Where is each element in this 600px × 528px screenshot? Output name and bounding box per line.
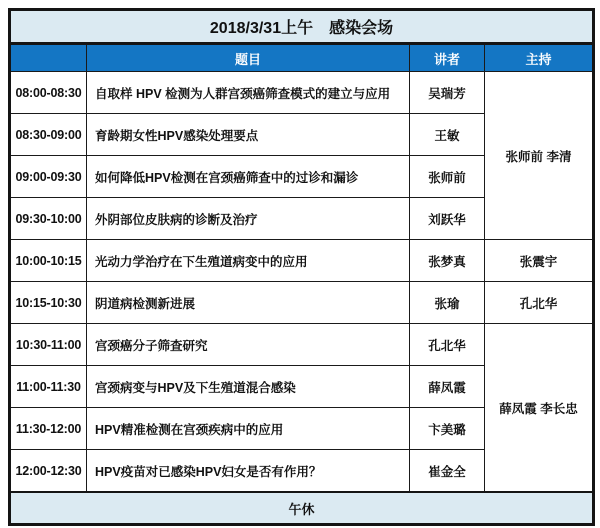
topic-cell: 如何降低HPV检测在宫颈癌筛查中的过诊和漏诊 (87, 156, 410, 198)
topic-cell: 阴道病检测新进展 (87, 282, 410, 324)
time-cell: 11:00-11:30 (10, 366, 87, 408)
time-cell: 09:30-10:00 (10, 198, 87, 240)
speaker-cell: 崔金全 (410, 450, 485, 493)
speaker-cell: 张瑜 (410, 282, 485, 324)
time-cell: 11:30-12:00 (10, 408, 87, 450)
speaker-cell: 卞美璐 (410, 408, 485, 450)
col-header-host: 主持 (485, 44, 594, 72)
speaker-cell: 张梦真 (410, 240, 485, 282)
speaker-cell: 王敏 (410, 114, 485, 156)
time-cell: 10:00-10:15 (10, 240, 87, 282)
table-row (10, 240, 594, 282)
host-cell: 张震宇 (485, 240, 594, 282)
title-row (10, 10, 594, 44)
time-cell: 10:15-10:30 (10, 282, 87, 324)
table-row (10, 282, 594, 324)
time-cell: 12:00-12:30 (10, 450, 87, 493)
col-header-speaker: 讲者 (410, 44, 485, 72)
host-cell-group-1: 张师前 李清 (485, 72, 594, 240)
time-cell: 08:30-09:00 (10, 114, 87, 156)
speaker-cell: 张师前 (410, 156, 485, 198)
time-cell: 08:00-08:30 (10, 72, 87, 114)
col-header-topic: 题目 (87, 44, 410, 72)
table-row (10, 324, 594, 366)
time-cell: 10:30-11:00 (10, 324, 87, 366)
host-cell-group-2: 薛凤霞 李长忠 (485, 324, 594, 493)
topic-cell: 育龄期女性HPV感染处理要点 (87, 114, 410, 156)
topic-cell: 自取样 HPV 检测为人群宫颈癌筛查模式的建立与应用 (87, 72, 410, 114)
table-row (10, 72, 594, 114)
topic-cell: HPV精准检测在宫颈疾病中的应用 (87, 408, 410, 450)
speaker-cell: 薛凤霞 (410, 366, 485, 408)
topic-cell: 宫颈病变与HPV及下生殖道混合感染 (87, 366, 410, 408)
session-title: 2018/3/31上午 感染会场 (10, 10, 594, 44)
col-header-time (10, 44, 87, 72)
column-header-row (10, 44, 594, 72)
time-cell: 09:00-09:30 (10, 156, 87, 198)
session-schedule-table (8, 8, 595, 526)
topic-cell: 光动力学治疗在下生殖道病变中的应用 (87, 240, 410, 282)
topic-cell: 宫颈癌分子筛查研究 (87, 324, 410, 366)
host-cell: 孔北华 (485, 282, 594, 324)
topic-cell: HPV疫苗对已感染HPV妇女是否有作用？ (87, 450, 410, 493)
speaker-cell: 孔北华 (410, 324, 485, 366)
speaker-cell: 刘跃华 (410, 198, 485, 240)
lunch-break-label: 午休 (10, 492, 594, 525)
speaker-cell: 吴瑞芳 (410, 72, 485, 114)
topic-cell: 外阴部位皮肤病的诊断及治疗 (87, 198, 410, 240)
